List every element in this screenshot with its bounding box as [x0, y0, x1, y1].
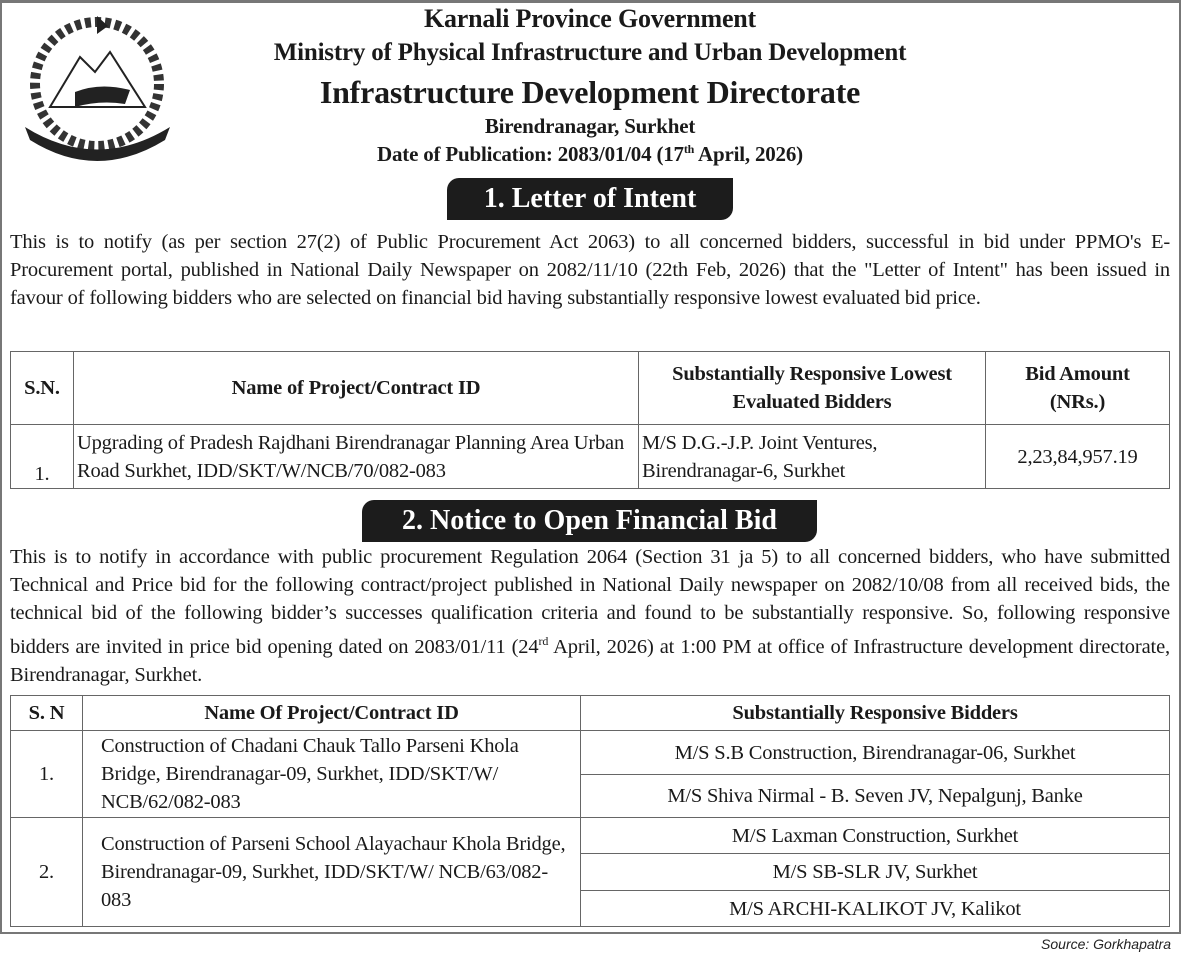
directorate-name: Infrastructure Development Directorate [319, 74, 861, 110]
table-row: M/S Shiva Nirmal - B. Seven JV, Nepalgunj, Banke [11, 775, 1170, 818]
col-bidders: Substantially Responsive Lowest Evaluated Bidders [639, 352, 986, 425]
letter-of-intent-table [10, 351, 1170, 489]
table-row: M/S ARCHI-KALIKOT JV, Kalikot [11, 891, 1170, 927]
government-emblem-logo [20, 12, 175, 164]
table-row: M/S SB-SLR JV, Surkhet [11, 854, 1170, 891]
col-bidders: Substantially Responsive Bidders [581, 696, 1170, 731]
section2-paragraph: This is to notify in accordance with public procurement Regulation 2064 (Section 31 ja 5) to all concerned bidders, who have submitted Technical and Price bid for the following contract/project published in National Daily newspaper on 2082/10/08 from all received bids, the technical bid of the following bidder’s successes qualification criteria and found to be substantially responsive. So, following responsive bidders are invited in price bid opening dated on 2083/01/11 (24rd April, 2026) at 1:00 PM at office of Infrastructure development directorate, Birendranagar, Surkhet. [10, 546, 1170, 686]
table-row: 2. Construction of Parseni School Alayachaur Khola Bridge, Birendranagar-09, Surkhet, IDD/SKT/W/ NCB/63/082-083 M/S Laxman Construction, Surkhet [11, 818, 1170, 854]
section2-heading: 2. Notice to Open Financial Bid [362, 500, 817, 542]
table-row: 1. Construction of Chadani Chauk Tallo Parseni Khola Bridge, Birendranagar-09, Surkhet, IDD/SKT/W/ NCB/62/082-083 M/S S.B Construction, Birendranagar-06, Surkhet [11, 731, 1170, 775]
office-location: Birendranagar, Surkhet [484, 114, 696, 138]
ministry-name: Ministry of Physical Infrastructure and Urban Development [273, 39, 907, 66]
source-credit: Source: Gorkhapatra [1041, 936, 1171, 952]
section1-heading: 1. Letter of Intent [447, 178, 733, 220]
publication-date: Date of Publication: 2083/01/04 (17th April, 2026) [377, 142, 803, 166]
col-project: Name of Project/Contract ID [74, 352, 639, 425]
col-sn: S. N [11, 696, 83, 731]
table-row: 1. Upgrading of Pradesh Rajdhani Birendranagar Planning Area Urban Road Surkhet, IDD/SKT/W/NCB/70/082-083 M/S D.G.-J.P. Joint Ventures, Birendranagar-6, Surkhet 2,23,84,957.19 [11, 425, 1170, 489]
financial-bid-table [10, 695, 1170, 927]
col-sn: S.N. [11, 352, 74, 425]
col-project: Name Of Project/Contract ID [83, 696, 581, 731]
col-amount: Bid Amount (NRs.) [986, 352, 1170, 425]
section1-paragraph: This is to notify (as per section 27(2) of Public Procurement Act 2063) to all concerned bidders, successful in bid under PPMO's E-Procurement portal, published in National Daily Newspaper on 2082/11/10 (22th Feb, 2026) that the "Letter of Intent" has been issued in favour of following bidders who are selected on financial bid having substantially responsive lowest evaluated bid price. [10, 231, 1170, 309]
province-name: Karnali Province Government [423, 4, 757, 33]
